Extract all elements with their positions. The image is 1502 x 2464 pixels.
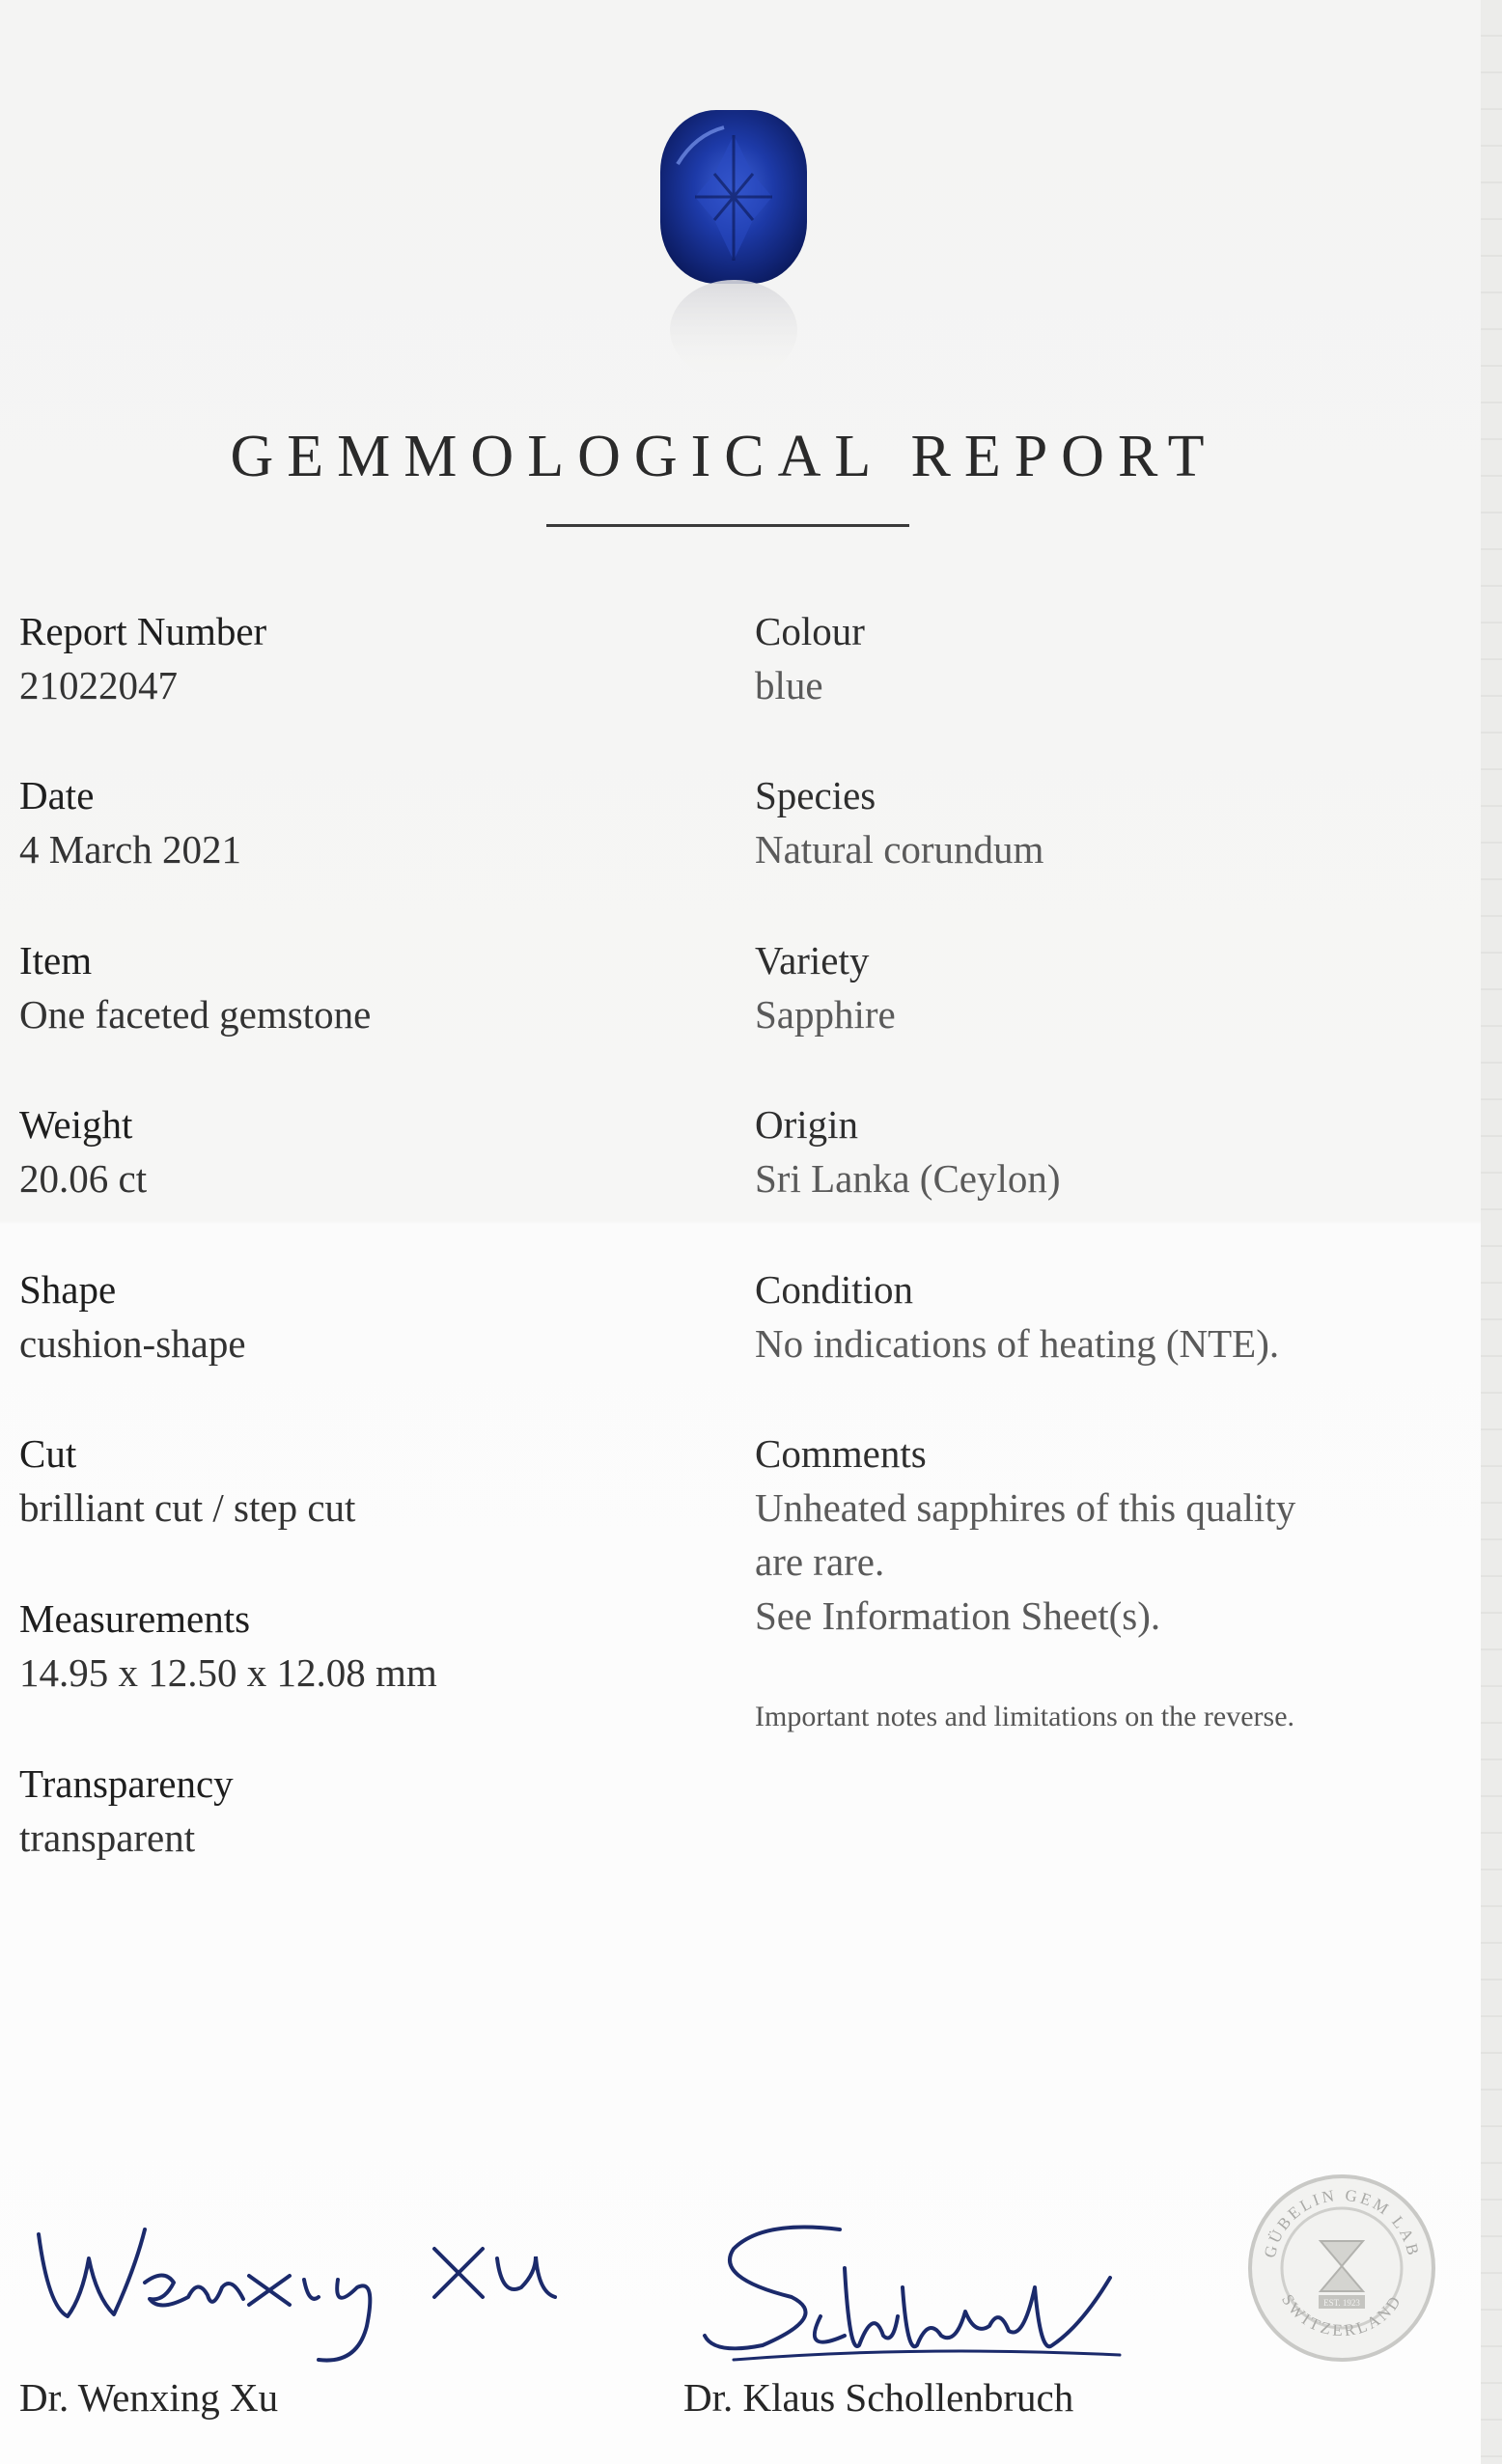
measurements-value: 14.95 x 12.50 x 12.08 mm bbox=[19, 1650, 437, 1695]
report-number-label: Report Number bbox=[19, 609, 267, 653]
sapphire-image bbox=[656, 106, 811, 386]
comments-value-line3: See Information Sheet(s). bbox=[755, 1593, 1161, 1638]
origin-value: Sri Lanka (Ceylon) bbox=[755, 1156, 1061, 1201]
reverse-note: Important notes and limitations on the reverse. bbox=[755, 1701, 1295, 1732]
gem-reflection bbox=[670, 280, 797, 380]
origin-label: Origin bbox=[755, 1102, 859, 1147]
transparency-value: transparent bbox=[19, 1815, 196, 1860]
colour-label: Colour bbox=[755, 609, 865, 653]
field-shape bbox=[19, 1262, 714, 1370]
signatory-left-name: Dr. Wenxing Xu bbox=[19, 2375, 279, 2420]
field-colour bbox=[755, 604, 1450, 712]
comments-label: Comments bbox=[755, 1431, 927, 1476]
colour-value: blue bbox=[755, 663, 823, 707]
shape-label: Shape bbox=[19, 1267, 117, 1312]
field-measurements bbox=[19, 1592, 714, 1700]
field-transparency bbox=[19, 1757, 714, 1865]
cut-value: brilliant cut / step cut bbox=[19, 1485, 356, 1530]
date-label: Date bbox=[19, 773, 95, 817]
measurements-label: Measurements bbox=[19, 1596, 251, 1641]
field-item bbox=[19, 933, 714, 1041]
variety-label: Variety bbox=[755, 938, 870, 983]
field-weight bbox=[19, 1097, 714, 1205]
field-comments bbox=[755, 1426, 1450, 1643]
field-variety bbox=[755, 933, 1450, 1041]
page-edge bbox=[1481, 0, 1502, 2464]
seal-bottom-text: SWITZERLAND bbox=[1277, 2290, 1406, 2340]
shape-value: cushion-shape bbox=[19, 1321, 246, 1366]
variety-value: Sapphire bbox=[755, 992, 896, 1037]
species-value: Natural corundum bbox=[755, 827, 1044, 872]
condition-value: No indications of heating (NTE). bbox=[755, 1321, 1280, 1366]
gubelin-seal bbox=[1245, 2172, 1438, 2365]
condition-label: Condition bbox=[755, 1267, 914, 1312]
transparency-label: Transparency bbox=[19, 1761, 234, 1806]
item-label: Item bbox=[19, 938, 93, 983]
field-report-number bbox=[19, 604, 714, 712]
signature-klaus-schollenbruch bbox=[676, 2210, 1139, 2374]
seal-est: EST. 1923 bbox=[1323, 2298, 1360, 2308]
report-title: GEMMOLOGICAL REPORT bbox=[230, 424, 1218, 489]
field-condition bbox=[755, 1262, 1450, 1370]
field-species bbox=[755, 768, 1450, 876]
field-date bbox=[19, 768, 714, 876]
signatory-right-name: Dr. Klaus Schollenbruch bbox=[683, 2375, 1074, 2420]
item-value: One faceted gemstone bbox=[19, 992, 372, 1037]
cut-label: Cut bbox=[19, 1431, 77, 1476]
weight-label: Weight bbox=[19, 1102, 133, 1147]
field-cut bbox=[19, 1426, 714, 1535]
field-origin bbox=[755, 1097, 1450, 1205]
comments-value-line1: Unheated sapphires of this quality bbox=[755, 1485, 1296, 1530]
seal-top-text: GÜBELIN GEM LAB bbox=[1260, 2185, 1424, 2260]
species-label: Species bbox=[755, 773, 876, 817]
report-number-value: 21022047 bbox=[19, 663, 178, 707]
weight-value: 20.06 ct bbox=[19, 1156, 148, 1201]
title-underline bbox=[546, 524, 909, 527]
signature-wenxing-xu bbox=[29, 2191, 570, 2374]
comments-value-line2: are rare. bbox=[755, 1539, 885, 1584]
date-value: 4 March 2021 bbox=[19, 827, 242, 872]
